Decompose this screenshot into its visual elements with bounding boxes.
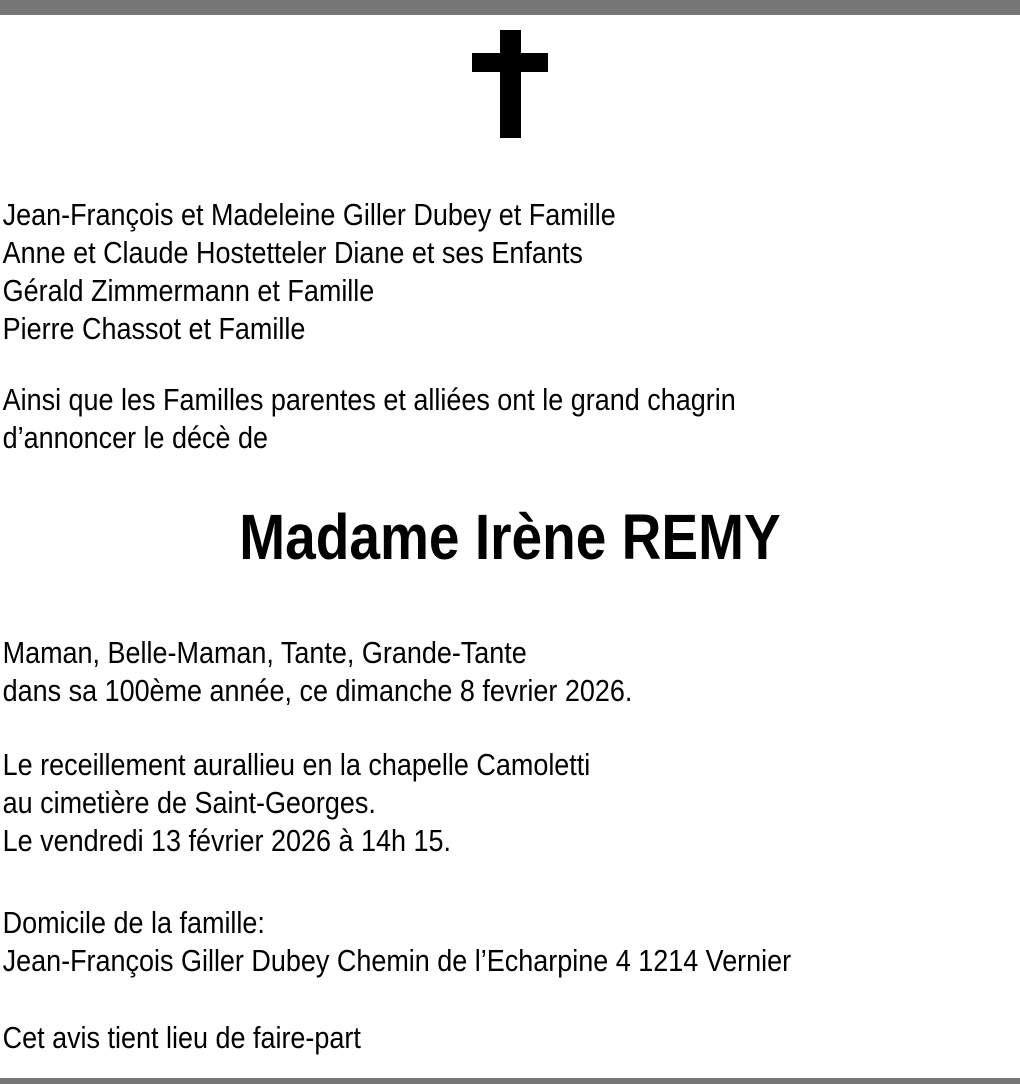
family-line: Anne et Claude Hostetteler Diane et ses Enfants bbox=[2, 235, 583, 270]
family-line: Gérald Zimmermann et Famille bbox=[2, 273, 375, 308]
relations-block bbox=[0, 634, 887, 710]
relation-line: Maman, Belle-Maman, Tante, Grande-Tante bbox=[2, 635, 527, 670]
footer-notice-line: Cet avis tient lieu de faire-part bbox=[2, 1020, 361, 1055]
domicile-line: Domicile de la famille: bbox=[2, 905, 265, 940]
domicile-block bbox=[0, 904, 887, 980]
announcement-intro-block bbox=[0, 381, 887, 457]
ceremony-line: Le vendredi 13 février 2026 à 14h 15. bbox=[2, 823, 451, 858]
relation-line: dans sa 100ème année, ce dimanche 8 fevrier 2026. bbox=[2, 673, 633, 708]
domicile-line: Jean-François Giller Dubey Chemin de l’Echarpine 4 1214 Vernier bbox=[2, 943, 792, 978]
family-names-block bbox=[0, 196, 887, 348]
ceremony-line: Le receillement aurallieu en la chapelle Camoletti bbox=[2, 747, 591, 782]
cross-horizontal-beam bbox=[472, 53, 548, 72]
ceremony-block bbox=[0, 746, 887, 860]
top-divider-bar bbox=[0, 0, 1020, 15]
intro-line: Ainsi que les Familles parentes et alliées ont le grand chagrin bbox=[2, 382, 736, 417]
intro-line: d’annoncer le décè de bbox=[2, 420, 269, 455]
family-line: Pierre Chassot et Famille bbox=[2, 311, 306, 346]
deceased-name-title: Madame Irène REMY bbox=[239, 501, 781, 573]
latin-cross-icon bbox=[472, 30, 548, 138]
cross-vertical-beam bbox=[500, 30, 521, 138]
family-line: Jean-François et Madeleine Giller Dubey et Famille bbox=[2, 197, 616, 232]
bottom-divider-bar bbox=[0, 1078, 1020, 1084]
ceremony-line: au cimetière de Saint-Georges. bbox=[2, 785, 376, 820]
